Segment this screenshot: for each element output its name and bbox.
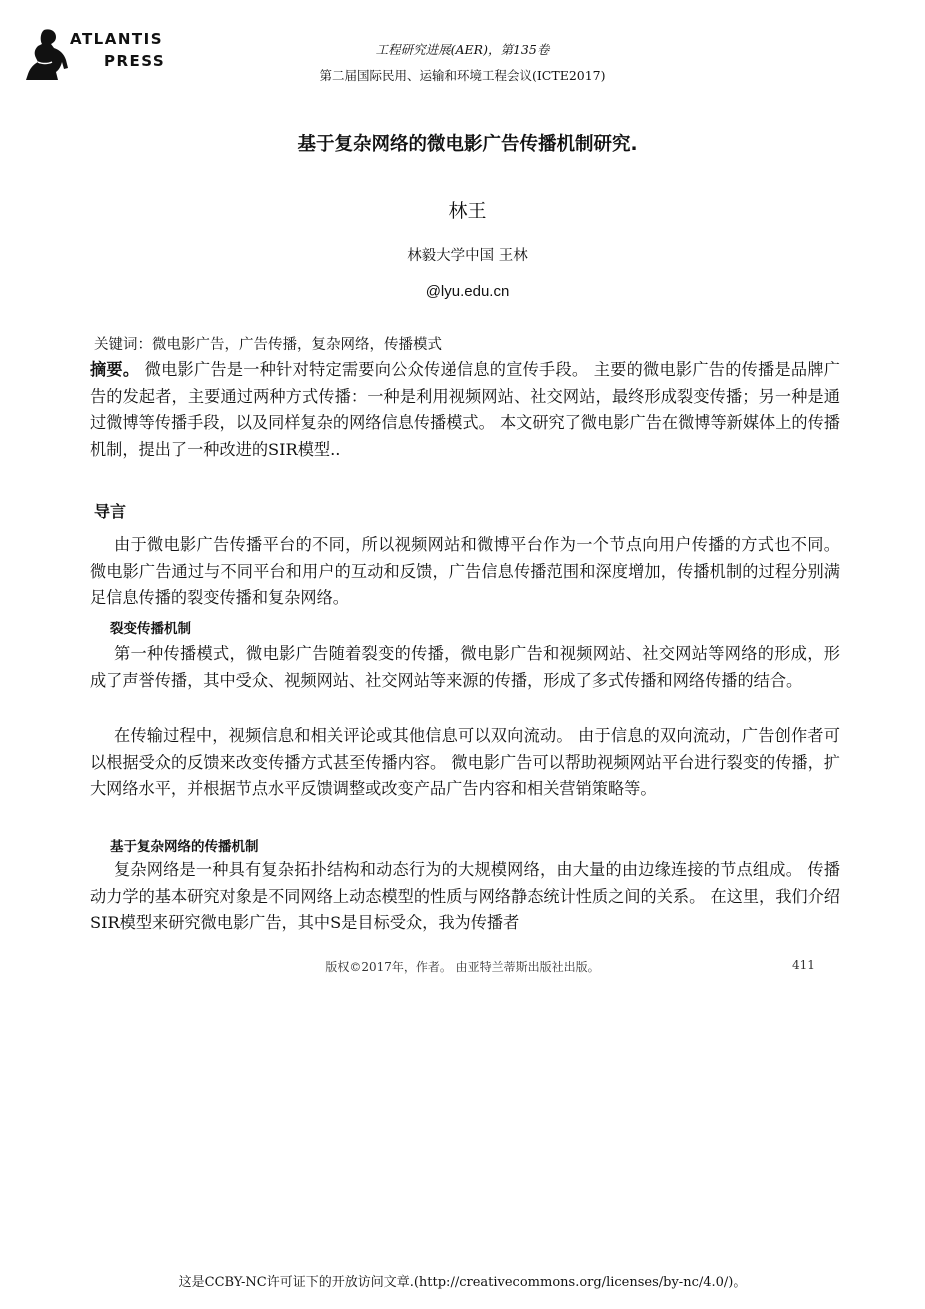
page-number: 411 [792,958,815,972]
copyright-text: 版权©2017年，作者。 由亚特兰蒂斯出版社出版。 [325,960,600,974]
intro-paragraph: 由于微电影广告传播平台的不同，所以视频网站和微博平台作为一个节点向用户传播的方式也不同。 微电影广告通过与不同平台和用户的互动和反馈，广告信息传播范围和深度增加，传播机制的过程分别满足信息传播的裂变传播和复杂网络。 [90,535,840,607]
section-heading-complex: 基于复杂网络的传播机制 [110,839,259,855]
abstract [90,357,840,463]
author-affiliation: 林毅大学中国 王林 [407,248,528,264]
license-notice: 这是CCBY-NC许可证下的开放访问文章.(http://creativecommons.org/licenses/by-nc/4.0/)。 [178,1275,747,1290]
author-email: @lyu.edu.cn [425,283,510,300]
fission-paragraph-2: 在传输过程中，视频信息和相关评论或其他信息可以双向流动。 由于信息的双向流动，广告创作者可以根据受众的反馈来改变传播方式甚至传播内容。 微电影广告可以帮助视频网站平台进行裂变的传播，扩大网络水平，并根据节点水平反馈调整或改变产品广告内容和相关营销策略等。 [90,726,840,798]
section-heading-fission: 裂变传播机制 [110,621,191,637]
author-name: 林王 [448,200,487,222]
section-heading-intro: 导言 [94,502,127,521]
fission-paragraph-1: 第一种传播模式，微电影广告随着裂变的传播，微电影广告和视频网站、社交网站等网络的形成，形成了声誉传播，其中受众、视频网站、社交网站等来源的传播，形成了多式传播和网络传播的结合。 [90,644,840,690]
logo-line1: ATLANTIS [70,30,164,48]
conference-header: 第二届国际民用、运输和环境工程会议(ICTE2017) [319,68,606,83]
page-footer [0,958,925,975]
abstract-text: 微电影广告是一种针对特定需要向公众传递信息的宣传手段。 主要的微电影广告的传播是品牌广告的发起者，主要通过两种方式传播：一种是利用视频网站、社交网站，最终形成裂变传播；另一种是通过微博等传播手段，以及同样复杂的网络信息传播模式。 本文研究了微电影广告在微博等新媒体上的传播机制，提出了一种改进的SIR模型.. [90,360,840,459]
logo-line2: PRESS [104,52,166,70]
complex-paragraph: 复杂网络是一种具有复杂拓扑结构和动态行为的大规模网络，由大量的由边缘连接的节点组成。 传播动力学的基本研究对象是不同网络上动态模型的性质与网络静态统计性质之间的关系。 在这里，我们介绍SIR模型来研究微电影广告，其中S是目标受众，我为传播者 [90,860,840,932]
paper-title: 基于复杂网络的微电影广告传播机制研究. [297,134,638,155]
journal-header: 工程研究进展(AER)，第135卷 [375,42,550,57]
abstract-label: 摘要。 [90,360,140,379]
keywords: 关键词：微电影广告，广告传播，复杂网络，传播模式 [94,337,442,353]
